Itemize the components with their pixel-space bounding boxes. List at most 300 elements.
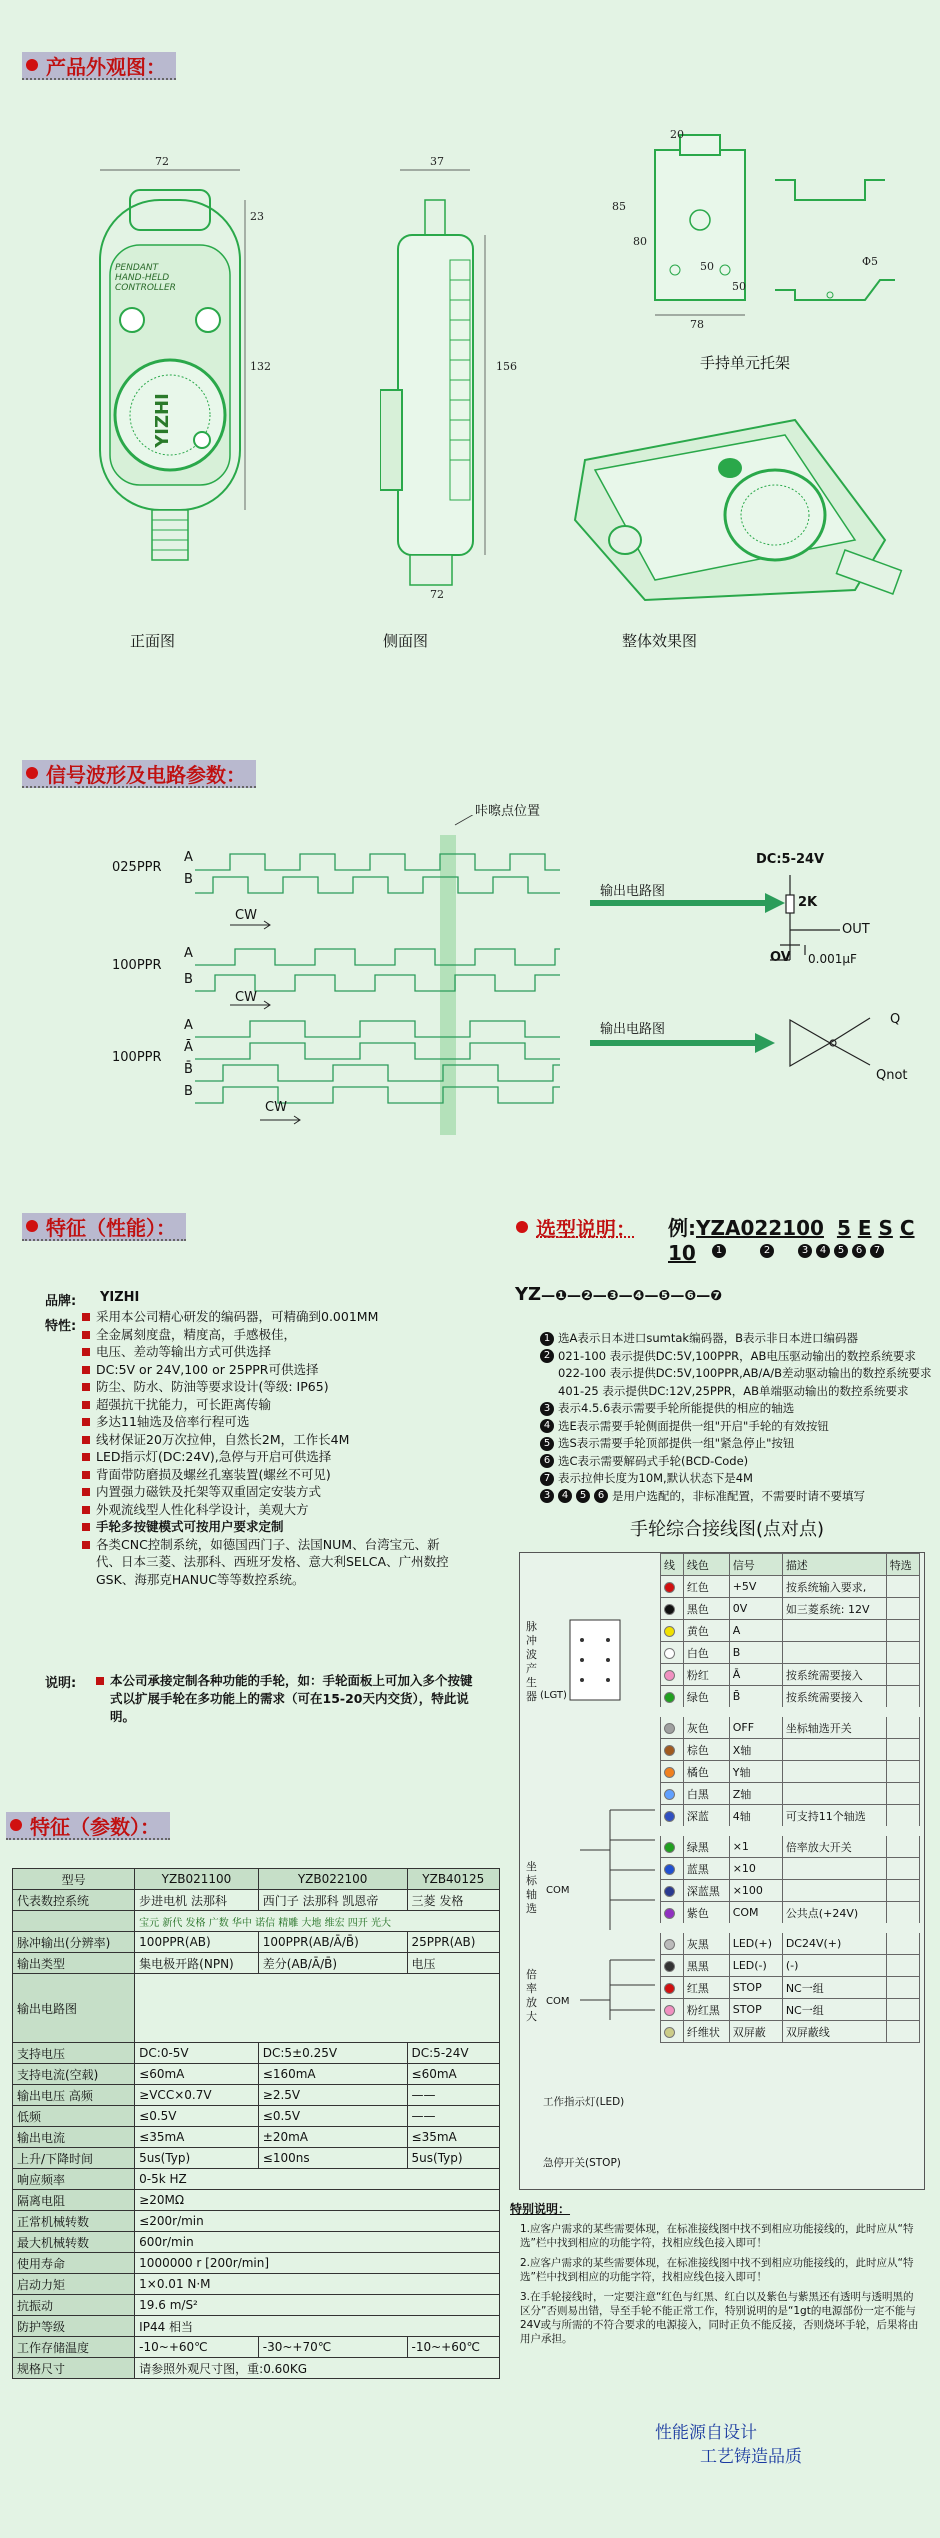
output-circuits [590,860,930,1100]
wire-color-dot [664,1745,675,1756]
param-row [13,2274,500,2295]
wire-cell [886,1642,919,1664]
marker-icon: 5 [576,1489,590,1503]
wire-cell: 深蓝 [683,1805,729,1832]
wire-cell [886,1955,919,1977]
marker-icon: 6 [594,1489,608,1503]
param-header: YZB40125 [407,1869,499,1890]
feature-item: 各类CNC控制系统，如德国西门子、法国NUM、台湾宝元、新代、日本三菱、法那科、西班牙发格、意大利SELCA、广州数控GSK、海那克HANUC等等数控系统。 [82,1536,462,1589]
param-cell: 25PPR(AB) [407,1932,499,1953]
wave-row3-label: 100PPR [112,1050,162,1065]
wire-cell: ×10 [729,1858,782,1880]
param-cell: 支持电压 [13,2043,135,2064]
wire-row [661,1977,920,1999]
param-cell: —— [407,2106,499,2127]
param-cell: 隔离电阻 [13,2190,135,2211]
param-cell: ≤100ns [258,2148,407,2169]
param-cell: 差分(AB/Ā/B̄) [258,1953,407,1974]
wire-color-dot [664,1811,675,1822]
brand-label: 品牌: [45,1294,77,1309]
dim-width-side: 72 [430,588,444,601]
wiring-note: 1.应客户需求的某些需要体现，在标准接线图中找不到相应功能接线的，此时应从“特选”栏中找到相应的功能字符，找相应线色接入即可！ [520,2223,914,2249]
wire-cell [782,1620,886,1642]
wave-row3-bbar: B̄ [184,1062,193,1077]
wire-row [661,1783,920,1805]
marker-icon: 5 [540,1437,554,1451]
params-table [12,1868,500,2379]
wire-color-dot [664,1648,675,1659]
wave-diff-a [195,1021,560,1037]
circuit-2k-label: 2K [798,895,818,910]
wire-cell [886,1805,919,1832]
param-cell: 低频 [13,2106,135,2127]
wave-025-a [195,854,560,870]
feature-item: 超强抗干扰能力，可长距离传输 [82,1396,462,1414]
bullet-icon [26,767,38,779]
param-header: 型号 [13,1869,135,1890]
wire-cell [782,1783,886,1805]
wire-color-dot [664,1939,675,1950]
wire-cell [886,1880,919,1902]
param-row [13,2358,500,2379]
param-row [13,2106,500,2127]
wire-cell: NC一组 [782,1977,886,1999]
param-row [13,1890,500,1911]
circuit-out-label: OUT [842,922,870,937]
param-cell: 规格尺寸 [13,2358,135,2379]
marker-icon: 1 [540,1332,554,1346]
wire-cell: B̄ [729,1686,782,1713]
feature-item: 外观流线型人性化科学设计，美观大方 [82,1501,462,1519]
wire-cell: 灰黑 [683,1928,729,1955]
marker-icon: 4 [540,1419,554,1433]
param-cell: 工作存储温度 [13,2337,135,2358]
wire-cell: 4轴 [729,1805,782,1832]
wire-row [661,1805,920,1832]
wire-row [661,2021,920,2043]
dim-top-height: 23 [250,210,264,223]
wire-cell: 双屏蔽线 [782,2021,886,2043]
param-cell: 步进电机 法那科 [135,1890,259,1911]
param-row [13,1932,500,1953]
param-row [13,2127,500,2148]
wire-cell [782,1761,886,1783]
dim-total-height: 156 [496,360,517,373]
bullet-icon [516,1221,528,1233]
wire-cell [886,1664,919,1686]
wire-cell: LED(+) [729,1928,782,1955]
param-cell: 电压 [407,1953,499,1974]
wire-color-dot [664,1983,675,1994]
selection-line: 401-25 表示提供DC:12V,25PPR，AB单端驱动输出的数控系统要求 [558,1383,909,1398]
dim-bracket-85: 85 [612,200,626,213]
wire-cell [886,1712,919,1739]
wiring-notes [520,2222,920,2352]
param-cell [13,1911,135,1932]
wire-color-dot [664,1789,675,1800]
wire-cell: Z轴 [729,1783,782,1805]
wire-cell: Ā [729,1664,782,1686]
marker-icon: 6 [540,1454,554,1468]
wire-cell: OFF [729,1712,782,1739]
selection-lines [540,1330,932,1505]
wiring-table [660,1553,920,2043]
dim-width-front: 72 [155,155,169,168]
feature-list [82,1308,462,1588]
side-caption: 侧面图 [383,632,429,650]
circuit-qnot-label: Qnot [876,1068,908,1083]
wave-row3-cw: CW [265,1100,287,1115]
selection-pattern: YZ—❶—❷—❸—❹—❺—❻—❼ [515,1284,723,1305]
wave-row3-b: B [184,1084,193,1099]
section-appearance-title: 产品外观图： [22,52,176,80]
section-features-title: 特征（性能）： [22,1213,186,1241]
wire-cell: 蓝黑 [683,1858,729,1880]
wire-group-mult: 倍率放大 [526,1968,537,2023]
param-cell: 最大机械转数 [13,2232,135,2253]
param-cell: 输出电流 [13,2127,135,2148]
wire-cell [886,2021,919,2043]
wire-cell: ×1 [729,1831,782,1858]
param-cell: IP44 相当 [135,2316,500,2337]
wave-100-a [195,949,560,965]
param-cell: DC:5±0.25V [258,2043,407,2064]
wire-row [661,1686,920,1713]
wire-cell [886,1902,919,1929]
param-cell: 输出电路图 [13,1974,135,2043]
wiring-schematic [560,1600,660,2060]
wire-cell [782,1642,886,1664]
wire-lgt-label: (LGT) [540,1690,567,1701]
param-cell: ≤0.5V [258,2106,407,2127]
wire-cell: 红色 [683,1576,729,1598]
wire-row [661,1642,920,1664]
wire-cell [886,1576,919,1598]
selection-line: 5 选S表示需要手轮顶部提供一组"紧急停止"按钮 [540,1435,932,1453]
wire-cell: 白黑 [683,1783,729,1805]
wire-cell [886,1831,919,1858]
bracket-caption: 手持单元托架 [700,354,791,372]
feature-label: 特性: [45,1319,77,1334]
wire-cell: 倍率放大开关 [782,1831,886,1858]
wire-cell: Y轴 [729,1761,782,1783]
wire-cell: 棕色 [683,1739,729,1761]
param-cell: 0-5k HZ [135,2169,500,2190]
param-cell: 正常机械转数 [13,2211,135,2232]
param-cell: 5us(Typ) [407,2148,499,2169]
param-row [13,2169,500,2190]
feature-item: 多达11轴选及倍率行程可选 [82,1413,462,1431]
note-label: 说明: [45,1676,77,1691]
device-logo: YIZHI [151,393,173,448]
wire-cell: 坐标轴选开关 [782,1712,886,1739]
param-cell: 三菱 发格 [407,1890,499,1911]
param-cell: -10~+60℃ [407,2337,499,2358]
param-cell: ≥20MΩ [135,2190,500,2211]
param-row [13,1911,500,1932]
param-cell: 集电极开路(NPN) [135,1953,259,1974]
param-row [13,2253,500,2274]
wire-cell [886,1858,919,1880]
wire-cell: 如三菱系统: 12V [782,1598,886,1620]
note-bullet-icon [96,1677,104,1685]
wire-cell: 0V [729,1598,782,1620]
param-row [13,2085,500,2106]
wire-color-dot [664,1670,675,1681]
wire-row [661,1955,920,1977]
wire-group-stop: 急停开关(STOP) [543,2157,621,2169]
wire-cell: 双屏蔽 [729,2021,782,2043]
param-cell: 响应频率 [13,2169,135,2190]
param-cell: 19.6 m/S² [135,2295,500,2316]
wave-row2-a: A [184,946,193,961]
feature-item: 背面带防磨损及螺丝孔塞装置(螺丝不可见) [82,1466,462,1484]
wire-cell: 纤维状 [683,2021,729,2043]
wire-cell: STOP [729,1977,782,1999]
bullet-icon [10,1819,22,1831]
wire-color-dot [664,1604,675,1615]
param-cell: ≥2.5V [258,2085,407,2106]
param-cell: —— [407,2085,499,2106]
selection-line: 7 表示拉伸长度为10M,默认状态下是4M [540,1470,932,1488]
click-position-label: 咔嚓点位置 [475,804,541,819]
wave-row1-b: B [184,872,193,887]
wire-cell: LED(-) [729,1955,782,1977]
wire-cell [886,1620,919,1642]
wire-cell: 公共点(+24V) [782,1902,886,1929]
wire-cell: 白色 [683,1642,729,1664]
wire-cell: 黑黑 [683,1955,729,1977]
overall-view-drawing [555,400,915,620]
param-cell: ≤160mA [258,2064,407,2085]
wire-cell [886,1783,919,1805]
wire-color-dot [664,1908,675,1919]
wire-cell: 可支持11个轴选 [782,1805,886,1832]
selection-example-markers: 1 2 3 4 5 6 7 [712,1240,888,1259]
param-cell: 100PPR(AB) [135,1932,259,1953]
param-cell: -30~+70℃ [258,2337,407,2358]
wire-cell: NC一组 [782,1999,886,2021]
wire-row [661,1761,920,1783]
wire-cell [782,1880,886,1902]
wire-group-axis: 坐标轴选 [526,1860,537,1915]
wave-row3-a: A [184,1018,193,1033]
wave-row3-abar: Ā [184,1040,193,1055]
wire-cell: 按系统需要接入 [782,1686,886,1713]
wire-cell: COM [729,1902,782,1929]
param-row [13,2337,500,2358]
wire-row [661,1620,920,1642]
section-signal-title: 信号波形及电路参数： [22,760,256,788]
param-cell: 启动力矩 [13,2274,135,2295]
wave-diff-bbar [195,1065,560,1081]
param-cell: 抗振动 [13,2295,135,2316]
param-cell: ≤200r/min [135,2211,500,2232]
wave-row2-b: B [184,972,193,987]
cw-arrow-3 [260,1116,300,1124]
param-cell: 100PPR(AB/Ā/B̄) [258,1932,407,1953]
selection-line: 3 4 5 6 是用户选配的，非标准配置，不需要时请不要填写 [540,1488,932,1506]
wire-cell: 粉红黑 [683,1999,729,2021]
wire-row [661,1664,920,1686]
dim-bracket-50b: 50 [732,280,746,293]
front-view-drawing [90,150,250,580]
wire-com-mult: COM [546,1996,570,2007]
marker-icon: 4 [558,1489,572,1503]
wire-color-dot [664,1723,675,1734]
bullet-icon [26,59,38,71]
wire-row [661,1902,920,1929]
feature-item: 手轮多按键模式可按用户要求定制 [82,1518,462,1536]
feature-item: 内置强力磁铁及托架等双重固定安装方式 [82,1483,462,1501]
wire-cell: +5V [729,1576,782,1598]
selection-example: 例:YZA022100 5 E S C 10 [668,1216,915,1265]
wire-cell: 粉红 [683,1664,729,1686]
dim-body-height: 132 [250,360,271,373]
wire-cell: 红黑 [683,1977,729,1999]
wire-cell: 按系统需要接入 [782,1664,886,1686]
wire-color-dot [664,1886,675,1897]
wire-header: 信号 [729,1554,782,1576]
brand-value: YIZHI [100,1290,140,1305]
dim-bracket-20: 20 [670,128,684,141]
marker-icon: 3 [540,1402,554,1416]
wire-cell [886,1977,919,1999]
param-row [13,2295,500,2316]
feature-item: 电压、差动等输出方式可供选择 [82,1343,462,1361]
param-cell: 脉冲输出(分辨率) [13,1932,135,1953]
front-caption: 正面图 [130,632,176,650]
wire-header: 线色 [683,1554,729,1576]
output-circuit-label-2: 输出电路图 [600,1022,666,1037]
wire-color-dot [664,1582,675,1593]
param-row [13,2064,500,2085]
param-cell: DC:5-24V [407,2043,499,2064]
param-row [13,2232,500,2253]
wiring-note: 3.在手轮接线时，一定要注意“红色与红黑、红白以及紫色与紫黑还有透明与透明黑的区分”否则易出错，导至手轮不能正常工作，特别说明的是“1gt的电源部份一定不能与24V或与所需的不符合要求的电源接入，同时正负不能反接，否则烧坏手轮，后果将由用户承担。 [520,2291,919,2345]
wiring-title: 手轮综合接线图(点对点) [630,1519,825,1540]
selection-line: 4 选E表示需要手轮侧面提供一组"开启"手轮的有效按钮 [540,1418,932,1436]
wave-row2-label: 100PPR [112,958,162,973]
marker-icon: 2 [540,1349,554,1363]
param-cell: ≤35mA [135,2127,259,2148]
circuit-dc-label: DC:5-24V [756,852,825,867]
feature-item: DC:5V or 24V,100 or 25PPR可供选择 [82,1361,462,1379]
param-cell: 输出电压 高频 [13,2085,135,2106]
param-cell: 5us(Typ) [135,2148,259,2169]
wire-cell [886,1999,919,2021]
selection-line: 2 021-100 表示提供DC:5V,100PPR，AB电压驱动输出的数控系统要求 [540,1348,932,1366]
wire-cell: DC24V(+) [782,1928,886,1955]
param-cell: ≤60mA [407,2064,499,2085]
wire-cell: STOP [729,1999,782,2021]
wave-row1-a: A [184,850,193,865]
dim-bracket-78: 78 [690,318,704,331]
selection-line: 3 表示4.5.6表示需要手轮所能提供的相应的轴选 [540,1400,932,1418]
circuit-ov-label: OV [770,950,791,965]
wire-color-dot [664,2005,675,2016]
param-cell: DC:0-5V [135,2043,259,2064]
wire-row [661,1858,920,1880]
wave-025-b [195,877,560,893]
param-row [13,2211,500,2232]
wire-row [661,1928,920,1955]
wire-com-axis: COM [546,1885,570,1896]
wire-cell: ×100 [729,1880,782,1902]
note-text: 本公司承接定制各种功能的手轮，如：手轮面板上可加入多个按键式以扩展手轮在多功能上的需求（可在15-20天内交货），特此说明。 [96,1672,480,1726]
param-header: YZB022100 [258,1869,407,1890]
param-cell: ≤35mA [407,2127,499,2148]
output-circuit-label-1: 输出电路图 [600,884,666,899]
feature-item: 线材保证20万次拉伸，自然长2M，工作长4M [82,1431,462,1449]
param-cell: ≤0.5V [135,2106,259,2127]
param-cell: 西门子 法那科 凯恩帝 [258,1890,407,1911]
wire-header: 线 [661,1554,684,1576]
wire-cell [886,1598,919,1620]
param-row [13,1953,500,1974]
param-cell: 宝元 新代 发格 广数 华中 诺信 精雕 大地 维宏 四开 光大 [135,1911,500,1932]
feature-item: LED指示灯(DC:24V),急停与开启可供选择 [82,1448,462,1466]
param-cell: ±20mA [258,2127,407,2148]
param-cell: 支持电流(空载) [13,2064,135,2085]
wire-cell [886,1761,919,1783]
device-brand-text: PENDANT HAND-HELD CONTROLLER [115,263,176,293]
slogan-2: 工艺铸造品质 [700,2447,802,2467]
wire-cell [886,1686,919,1713]
wire-color-dot [664,2027,675,2038]
param-row [13,2190,500,2211]
param-row [13,2148,500,2169]
wire-row [661,1739,920,1761]
wire-cell: A [729,1620,782,1642]
dim-bracket-80: 80 [633,235,647,248]
selection-line: 1 选A表示日本进口sumtak编码器，B表示非日本进口编码器 [540,1330,932,1348]
wire-row [661,1999,920,2021]
wire-group-led: 工作指示灯(LED) [543,2096,625,2108]
marker-icon: 7 [540,1472,554,1486]
wire-cell: 按系统输入要求, [782,1576,886,1598]
param-cell: 输出类型 [13,1953,135,1974]
param-row [13,1974,500,2043]
wire-row [661,1831,920,1858]
dim-depth-side: 37 [430,155,444,168]
wire-header: 特选 [886,1554,919,1576]
wave-row1-cw: CW [235,908,257,923]
param-cell: 使用寿命 [13,2253,135,2274]
param-cell [135,1974,500,2043]
wave-row2-cw: CW [235,990,257,1005]
wire-header: 描述 [782,1554,886,1576]
wire-cell: 绿黑 [683,1831,729,1858]
feature-item: 采用本公司精心研发的编码器，可精确到0.001MM [82,1308,462,1326]
slogan-1: 性能源自设计 [655,2423,757,2443]
wave-diff-abar [195,1043,560,1059]
param-cell: ≥VCC×0.7V [135,2085,259,2106]
feature-item: 全金属刻度盘，精度高，手感极佳， [82,1326,462,1344]
wave-100-b [195,975,560,991]
wire-cell: (-) [782,1955,886,1977]
wire-cell [782,1739,886,1761]
wire-row [661,1576,920,1598]
wiring-note: 2.应客户需求的某些需要体现，在标准接线图中找不到相应功能接线的，此时应从“特选”栏中找到相应的功能字符，找相应线色接入即可！ [520,2257,914,2283]
param-cell: 1×0.01 N·M [135,2274,500,2295]
wiring-notes-title: 特别说明： [510,2202,571,2216]
wire-cell: 绿色 [683,1686,729,1713]
param-cell: 1000000 r [200r/min] [135,2253,500,2274]
section-selection-title: 选型说明： [512,1213,646,1241]
circuit-q-label: Q [890,1012,901,1027]
circuit-cap-label: 0.001μF [808,952,857,966]
